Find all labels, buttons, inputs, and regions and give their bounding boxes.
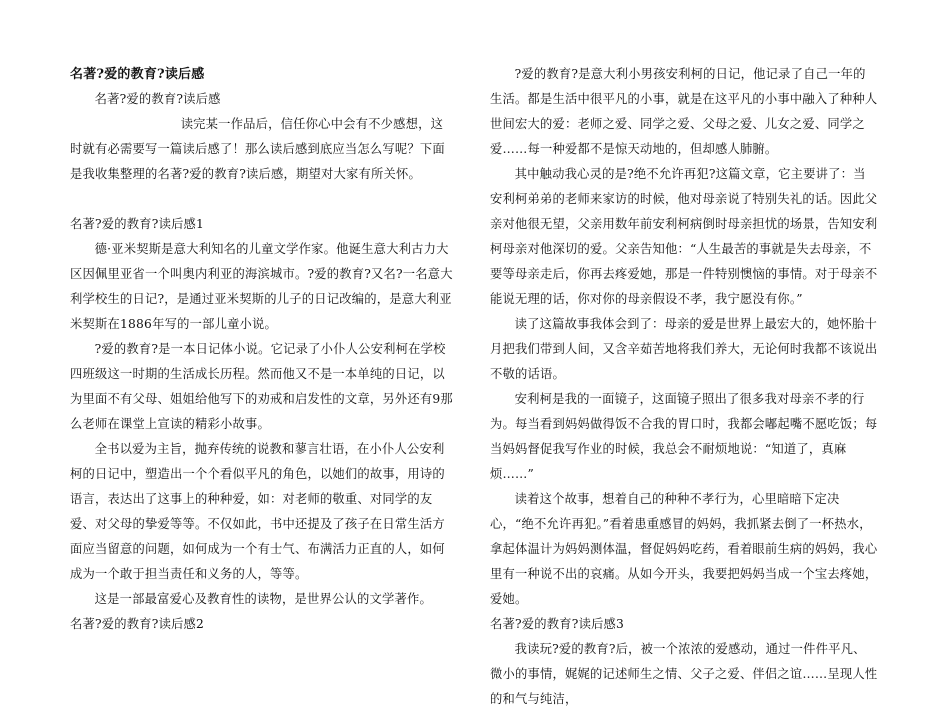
- section-heading-1: 名著?爱的教育?读后感1: [70, 217, 205, 231]
- paragraph: 其中触动我心灵的是?绝不允许再犯?这篇文章，它主要讲了：当安利柯弟弟的老师来家访的时候，他对母亲说了特别失礼的话。因此父亲对他很无望，父亲用数年前安利柯病倒时母亲担忧的场景，告知安利柯母亲对他深切的爱。父亲告知他：“人生最苦的事就是失去母亲，不要等母亲走后，你再去疼爱她，那是一件特别懊恼的事情。对于母亲不能说无理的话，你对你的母亲假设不孝，我宁愿没有你。”: [490, 167, 878, 306]
- intro-paragraph: 读完某一作品后，信任你心中会有不少感想，这时就有必需要写一篇读后感了！那么读后感到底应当怎么写呢？下面是我收集整理的名著?爱的教育?读后感，期望对大家有所关怀。: [70, 117, 445, 181]
- paragraph: 这是一部最富爱心及教育性的读物，是世界公认的文学著作。: [94, 592, 433, 606]
- paragraph: 安利柯是我的一面镜子，这面镜子照出了很多我对母亲不孝的行为。每当看到妈妈做得饭不合我的胃口时，我都会嘟起嘴不愿吃饭；每当妈妈督促我写作业的时候，我总会不耐烦地说：“知道了，真麻烦……”: [490, 392, 878, 481]
- subtitle: 名著?爱的教育?读后感: [94, 92, 221, 106]
- paragraph: ?爱的教育?是一本日记体小说。它记录了小仆人公安利柯在学校四班级这一时期的生活成长历程。然而他又不是一本单纯的日记，以为里面不有父母、姐姐给他写下的劝戒和启发性的文章，另外还有9那么老师在课堂上宣读的精彩小故事。: [70, 342, 453, 431]
- paragraph: 我读玩?爱的教育?后，被一个浓浓的爱感动，通过一件件平凡、微小的事情，娓娓的记述师生之情、父子之爱、伴侣之谊……呈现人性的和气与纯洁，: [490, 642, 878, 706]
- section-heading-2: 名著?爱的教育?读后感2: [70, 617, 205, 631]
- paragraph: 全书以爱为主旨，抛弃传统的说教和蓼言壮语，在小仆人公安利柯的日记中，塑造出一个个看似平凡的角色，以她们的故事，用诗的语言，表达出了这事上的种种爱，如：对老师的敬重、对同学的友爱、对父母的挚爱等等。不仅如此，书中还提及了孩子在日常生活方面应当留意的问题，如何成为一个有士气、布满活力正直的人，如何成为一个敢于担当责任和义务的人，等等。: [70, 442, 445, 581]
- left-column: [70, 62, 454, 637]
- paragraph: 读了这篇故事我体会到了：母亲的爱是世界上最宏大的，她怀胎十月把我们带到人间，又含辛茹苦地将我们养大，无论何时我都不该说出不敬的话语。: [490, 317, 878, 381]
- right-column: [490, 62, 878, 712]
- paragraph: 读着这个故事，想着自己的种种不孝行为，心里暗暗下定决心，“绝不允许再犯。”看着患重感冒的妈妈，我抓紧去倒了一杯热水，拿起体温计为妈妈测体温，督促妈妈吃药，看着眼前生病的妈妈，我心里有一种说不出的哀痛。从如今开头，我要把妈妈当成一个宝去疼她，爱她。: [490, 492, 878, 606]
- paragraph: ?爱的教育?是意大利小男孩安利柯的日记，他记录了自己一年的生活。都是生活中很平凡的小事，就是在这平凡的小事中融入了种种人世间宏大的爱：老师之爱、同学之爱、父母之爱、儿女之爱、同学之爱……每一种爱都不是惊天动地的，但却感人肺腑。: [490, 67, 878, 156]
- document-title: 名著?爱的教育?读后感: [70, 67, 205, 82]
- blank-line: [70, 187, 454, 212]
- paragraph: 德·亚米契斯是意大利知名的儿童文学作家。他诞生意大利古力大区因佩里亚省一个叫奥内利亚的海滨城市。?爱的教育?又名?一名意大利学校生的日记?，是通过亚米契斯的儿子的日记改编的，是意大利亚米契斯在1886年写的一部儿童小说。: [70, 242, 453, 331]
- section-heading-3: 名著?爱的教育?读后感3: [490, 617, 625, 631]
